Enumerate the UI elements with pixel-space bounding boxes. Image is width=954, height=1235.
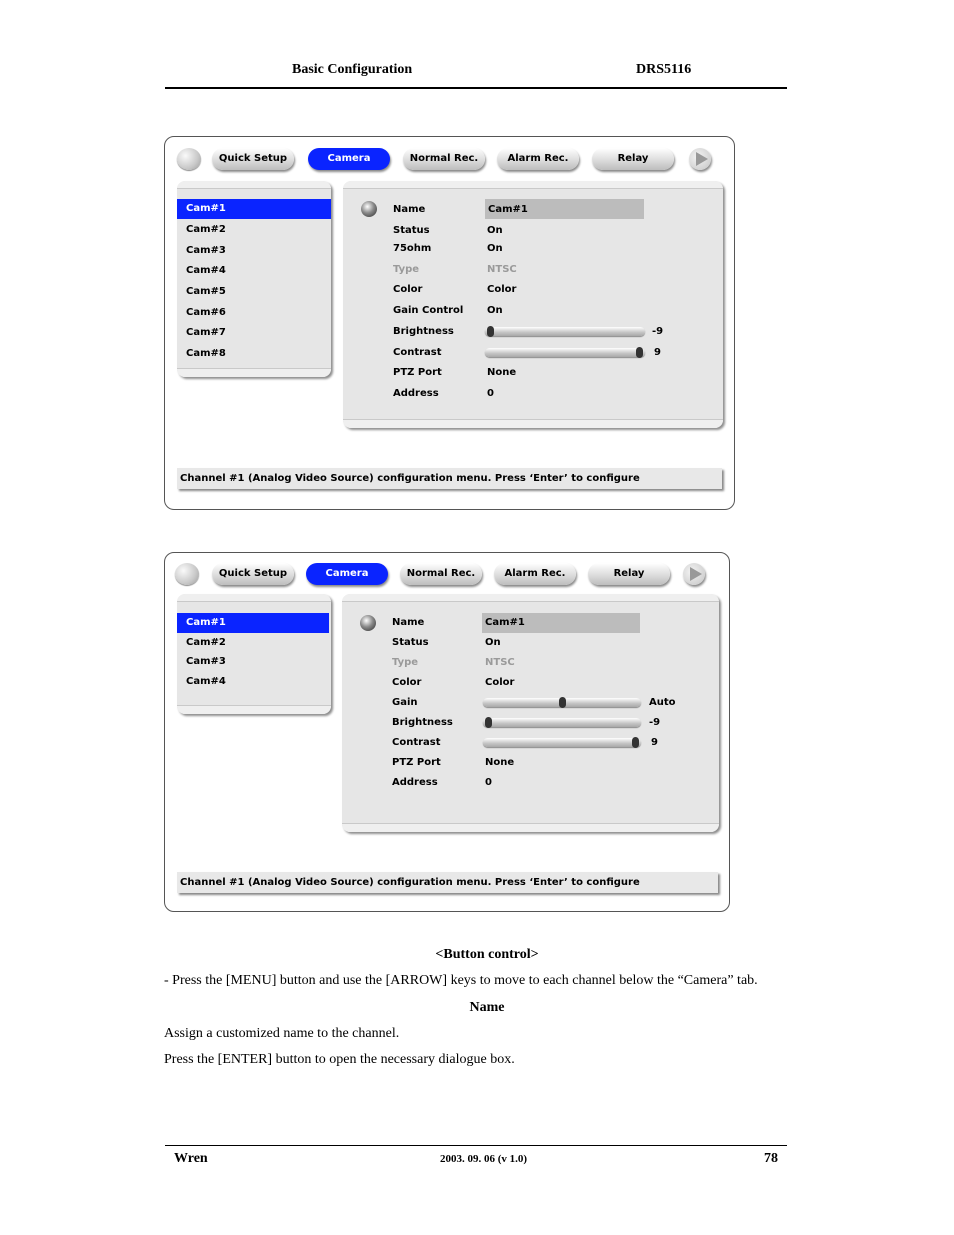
field-label-name: Name xyxy=(392,617,425,628)
camera-list-item[interactable]: Cam#7 xyxy=(186,327,226,338)
tab-alarm-rec[interactable]: Alarm Rec. xyxy=(497,148,579,170)
gain-slider[interactable] xyxy=(483,698,641,707)
field-value-ptz-port[interactable]: None xyxy=(485,757,515,768)
tab-normal-rec[interactable]: Normal Rec. xyxy=(400,563,482,585)
camera-list-item[interactable]: Cam#2 xyxy=(186,224,226,235)
tab-normal-rec[interactable]: Normal Rec. xyxy=(403,148,485,170)
slider-knob[interactable] xyxy=(632,737,639,748)
tab-relay[interactable]: Relay xyxy=(588,563,670,585)
slider-knob[interactable] xyxy=(485,717,492,728)
field-label-contrast: Contrast xyxy=(392,737,441,748)
field-value-color[interactable]: Color xyxy=(487,284,517,295)
field-value-status[interactable]: On xyxy=(485,637,501,648)
field-label-address: Address xyxy=(392,777,438,788)
camera-list-item[interactable]: Cam#3 xyxy=(186,656,226,667)
camera-list-item[interactable]: Cam#4 xyxy=(186,265,226,276)
name-heading: Name xyxy=(469,1000,505,1015)
camera-settings-panel xyxy=(342,594,719,832)
slider-knob[interactable] xyxy=(487,326,494,337)
next-arrow-icon[interactable] xyxy=(683,563,705,585)
field-value-gain-control[interactable]: On xyxy=(487,305,503,316)
camera-list-item[interactable]: Cam#4 xyxy=(186,676,226,687)
brightness-slider[interactable] xyxy=(485,327,645,336)
tab-camera[interactable]: Camera xyxy=(308,148,390,170)
field-label-ptz-port: PTZ Port xyxy=(393,367,442,378)
camera-list-item[interactable]: Cam#5 xyxy=(186,286,226,297)
camera-config-screen-8ch xyxy=(164,136,735,510)
next-arrow-icon[interactable] xyxy=(689,148,711,170)
menu-home-button[interactable] xyxy=(177,148,201,170)
status-bar: Channel #1 (Analog Video Source) configuration menu. Press ‘Enter’ to configure xyxy=(177,872,718,893)
field-label-contrast: Contrast xyxy=(393,347,442,358)
contrast-slider[interactable] xyxy=(483,738,641,747)
footer-page-number: 78 xyxy=(764,1151,778,1166)
field-label-type: Type xyxy=(393,264,420,275)
selection-radio-icon xyxy=(361,201,377,217)
camera-list-item[interactable]: Cam#6 xyxy=(186,307,226,318)
field-value-type: NTSC xyxy=(487,264,517,275)
field-label-name: Name xyxy=(393,204,426,215)
contrast-slider[interactable] xyxy=(485,348,645,357)
camera-settings-panel xyxy=(343,181,723,428)
field-label-75ohm: 75ohm xyxy=(393,243,432,254)
footer-rule xyxy=(165,1145,787,1146)
status-bar: Channel #1 (Analog Video Source) configuration menu. Press ‘Enter’ to configure xyxy=(177,468,722,489)
slider-knob[interactable] xyxy=(559,697,566,708)
field-value-name[interactable]: Cam#1 xyxy=(488,204,528,215)
field-label-gain-control: Gain Control xyxy=(393,305,464,316)
camera-list-item[interactable]: Cam#2 xyxy=(186,637,226,648)
field-label-status: Status xyxy=(392,637,429,648)
camera-list xyxy=(177,181,331,377)
field-value-address[interactable]: 0 xyxy=(487,388,494,399)
button-control-text: - Press the [MENU] button and use the [ARROW] keys to move to each channel below the “Camera” tab. xyxy=(164,973,758,988)
field-value-ptz-port[interactable]: None xyxy=(487,367,517,378)
camera-config-screen-4ch xyxy=(164,552,730,912)
field-label-address: Address xyxy=(393,388,439,399)
tab-quick-setup[interactable]: Quick Setup xyxy=(212,148,294,170)
field-value-address[interactable]: 0 xyxy=(485,777,492,788)
field-value-type: NTSC xyxy=(485,657,515,668)
field-label-ptz-port: PTZ Port xyxy=(392,757,441,768)
field-label-status: Status xyxy=(393,225,430,236)
field-value-color[interactable]: Color xyxy=(485,677,515,688)
header-model: DRS5116 xyxy=(636,62,692,77)
tab-camera[interactable]: Camera xyxy=(306,563,388,585)
menu-home-button[interactable] xyxy=(175,563,199,585)
tab-relay[interactable]: Relay xyxy=(592,148,674,170)
field-value-brightness: -9 xyxy=(649,717,661,728)
selection-radio-icon xyxy=(360,615,376,631)
tab-alarm-rec[interactable]: Alarm Rec. xyxy=(494,563,576,585)
camera-list xyxy=(177,594,331,714)
camera-list-item[interactable]: Cam#1 xyxy=(177,613,329,633)
button-control-heading: <Button control> xyxy=(435,947,539,962)
name-instruction: Press the [ENTER] button to open the necessary dialogue box. xyxy=(164,1052,515,1067)
field-value-gain: Auto xyxy=(649,697,676,708)
camera-list-item[interactable]: Cam#3 xyxy=(186,245,226,256)
field-value-name[interactable]: Cam#1 xyxy=(485,617,525,628)
camera-list-item[interactable]: Cam#8 xyxy=(186,348,226,359)
header-rule xyxy=(165,87,787,89)
field-label-color: Color xyxy=(392,677,422,688)
field-value-75ohm[interactable]: On xyxy=(487,243,503,254)
brightness-slider[interactable] xyxy=(483,718,641,727)
field-value-contrast: 9 xyxy=(651,737,658,748)
field-label-color: Color xyxy=(393,284,423,295)
field-value-contrast: 9 xyxy=(654,347,661,358)
footer-date-version: 2003. 09. 06 (v 1.0) xyxy=(440,1153,528,1165)
tab-quick-setup[interactable]: Quick Setup xyxy=(212,563,294,585)
name-description: Assign a customized name to the channel. xyxy=(164,1026,400,1041)
camera-list-item[interactable]: Cam#1 xyxy=(177,199,331,219)
field-value-status[interactable]: On xyxy=(487,225,503,236)
field-label-gain: Gain xyxy=(392,697,418,708)
footer-company: Wren xyxy=(174,1151,208,1166)
field-label-brightness: Brightness xyxy=(393,326,454,337)
field-value-brightness: -9 xyxy=(652,326,664,337)
field-label-type: Type xyxy=(392,657,419,668)
field-label-brightness: Brightness xyxy=(392,717,453,728)
slider-knob[interactable] xyxy=(636,347,643,358)
header-section-title: Basic Configuration xyxy=(292,62,413,77)
